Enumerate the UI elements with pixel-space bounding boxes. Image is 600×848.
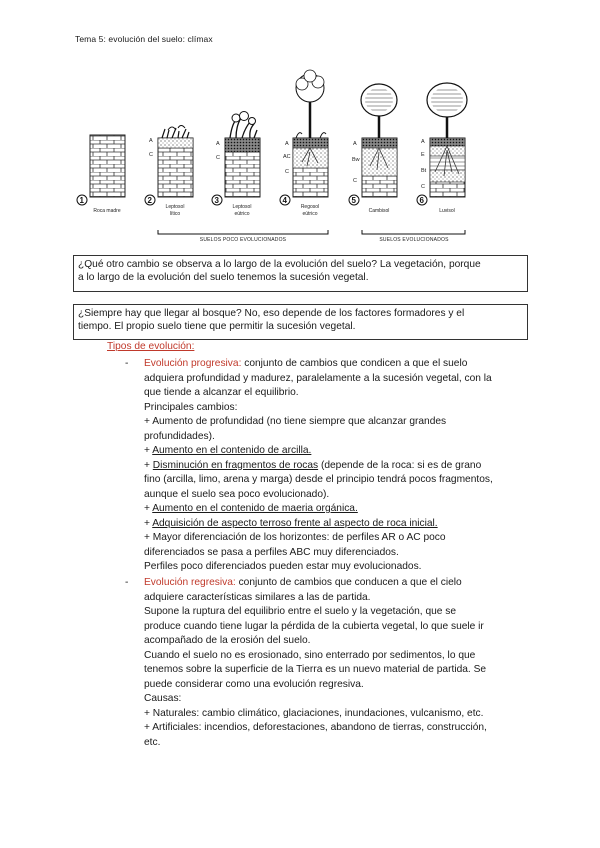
definition-text: adquiere características similares a las de partida. <box>144 591 371 603</box>
change-item-detail: fino (arcilla, limo, arena y marga) desde el principio tendrá pocos fragmentos, <box>144 474 493 485</box>
question-text-line: a lo largo de la evolución del suelo tenemos la sucesión vegetal. <box>78 271 369 283</box>
profile-number-2 <box>145 195 155 205</box>
svg-text:SUELOS POCO EVOLUCIONADOS: SUELOS POCO EVOLUCIONADOS <box>199 237 287 243</box>
profile-name: eútrico <box>302 211 318 217</box>
horizon-label: Bt <box>421 168 427 174</box>
change-item-arcilla: Aumento en el contenido de arcilla. <box>152 445 312 456</box>
profile-name: lítico <box>169 211 181 217</box>
horizon-label: C <box>353 178 357 184</box>
change-prefix: + <box>144 445 153 456</box>
profile-name: Luvisol <box>439 208 455 214</box>
definition-text: conjunto de cambios que condicen a que el suelo <box>241 358 468 369</box>
definition-text: Supone la ruptura del equilibrio entre el suelo y la vegetación, que se <box>144 606 457 617</box>
profile-number-4 <box>280 195 290 205</box>
horizon-label: C <box>285 169 289 175</box>
horizon-label: A <box>149 138 153 144</box>
svg-text:2: 2 <box>147 196 152 205</box>
group-bracket-evolucionados <box>362 230 465 243</box>
term-evolucion-regresiva: Evolución regresiva: <box>144 577 236 588</box>
definition-text: conjunto de cambios que conducen a que el cielo <box>235 577 462 588</box>
definition-text: que tiende a alcanzar el equilibrio. <box>144 387 299 398</box>
change-item-detail: aunque el suelo sea poco evolucionado). <box>144 488 330 500</box>
change-item-aspecto-terroso: Adquisición de aspecto terroso frente al aspecto de roca inicial. <box>152 517 438 529</box>
profile-number-6 <box>417 195 427 205</box>
definition-text: puede considerar como una evolución regresiva. <box>144 678 364 690</box>
change-item: profundidades). <box>144 430 215 442</box>
soil-evolution-diagram <box>68 60 528 250</box>
question-box-forest <box>73 304 528 340</box>
soil-profile-2 <box>158 126 193 198</box>
soil-profile-3 <box>225 112 260 198</box>
profile-name: Cambisol <box>368 208 390 214</box>
list-item-evolucion-progresiva <box>125 357 525 575</box>
profile-name: Regosol <box>300 204 320 210</box>
change-prefix: + <box>144 503 153 514</box>
question-text-line: tiempo. El propio suelo tiene que permitir la sucesión vegetal. <box>78 320 356 332</box>
profile-name: Leptosol <box>232 204 252 210</box>
definition-text: Cuando el suelo no es erosionado, sino enterrado por sedimentos, lo que <box>144 649 476 661</box>
svg-text:5: 5 <box>351 196 356 205</box>
cause-item: + Artificiales: incendios, deforestaciones, abandono de tierras, construcción, <box>144 722 487 733</box>
question-text-line: ¿Qué otro cambio se observa a lo largo de la evolución del suelo? La vegetación, porque <box>78 259 481 270</box>
profile-number-3 <box>212 195 222 205</box>
change-item-fragmentos: Disminución en fragmentos de rocas <box>152 459 319 471</box>
question-box-vegetation <box>73 255 528 292</box>
horizon-label: C <box>421 184 425 190</box>
horizon-label: E <box>421 152 425 158</box>
soil-profile-6 <box>427 83 467 197</box>
definition-text: produce cuando tiene lugar la pérdida de la cubierta vegetal, lo que suele ir <box>144 620 484 632</box>
horizon-label: A <box>421 139 425 145</box>
profile-number-5 <box>349 195 359 205</box>
change-prefix: + <box>144 517 153 529</box>
cause-item: etc. <box>144 736 161 748</box>
soil-profile-1 <box>90 135 125 197</box>
soil-profile-5 <box>361 84 397 197</box>
svg-text:6: 6 <box>419 196 424 205</box>
horizon-label: C <box>216 155 220 161</box>
definition-text: adquiera profundidad y madurez, paralelamente a la sucesión vegetal, con la <box>144 372 492 384</box>
page-title: Tema 5: evolución del suelo: clímax <box>75 34 213 44</box>
svg-text:3: 3 <box>214 196 219 205</box>
definition-text: acompañado de la erosión del suelo. <box>144 635 311 646</box>
question-text-line: ¿Siempre hay que llegar al bosque? No, eso depende de los factores formadores y el <box>78 308 465 319</box>
profile-name: Leptosol <box>165 204 185 210</box>
profile-number-1 <box>77 195 87 205</box>
bullet-dash: - <box>125 577 129 588</box>
horizon-label: Bw <box>352 157 360 163</box>
svg-text:SUELOS EVOLUCIONADOS: SUELOS EVOLUCIONADOS <box>379 237 449 243</box>
soil-profile-4 <box>293 70 328 197</box>
change-item: diferenciados se pasa a perfiles ABC muy diferenciados. <box>144 546 399 558</box>
cause-item: + Naturales: cambio climático, glaciaciones, inundaciones, vulcanismo, etc. <box>144 707 484 719</box>
change-prefix: + <box>144 459 153 471</box>
change-item: + Aumento de profundidad (no tiene siempre que alcanzar grandes <box>144 416 447 427</box>
causes-title: Causas: <box>144 693 182 704</box>
change-item: + Mayor diferenciación de los horizontes: de perfiles AR o AC poco <box>144 532 446 543</box>
horizon-label: A <box>353 141 357 147</box>
svg-text:4: 4 <box>282 196 287 205</box>
horizon-label: AC <box>283 154 291 160</box>
change-item-detail: (depende de la roca: si es de grano <box>318 459 482 471</box>
horizon-label: A <box>216 141 220 147</box>
group-bracket-poco-evolucionados <box>158 230 328 243</box>
definition-text: tenemos sobre la superficie de la Tierra es un nuevo material de partida. Se <box>144 664 487 675</box>
svg-text:1: 1 <box>79 196 84 205</box>
list-item-evolucion-regresiva <box>125 576 525 750</box>
term-evolucion-progresiva: Evolución progresiva: <box>144 358 242 369</box>
section-title-tipos-evolucion: Tipos de evolución: <box>107 341 195 352</box>
profile-name: eútrico <box>234 211 250 217</box>
profile-name: Roca madre <box>93 208 121 214</box>
changes-title: Principales cambios: <box>144 401 238 413</box>
bullet-dash: - <box>125 358 129 369</box>
horizon-label: C <box>149 152 153 158</box>
change-item-materia-organica: Aumento en el contenido de maeria orgánica. <box>152 503 358 514</box>
change-item: Perfiles poco diferenciados pueden estar muy evolucionados. <box>144 561 422 572</box>
horizon-label: A <box>285 141 289 147</box>
